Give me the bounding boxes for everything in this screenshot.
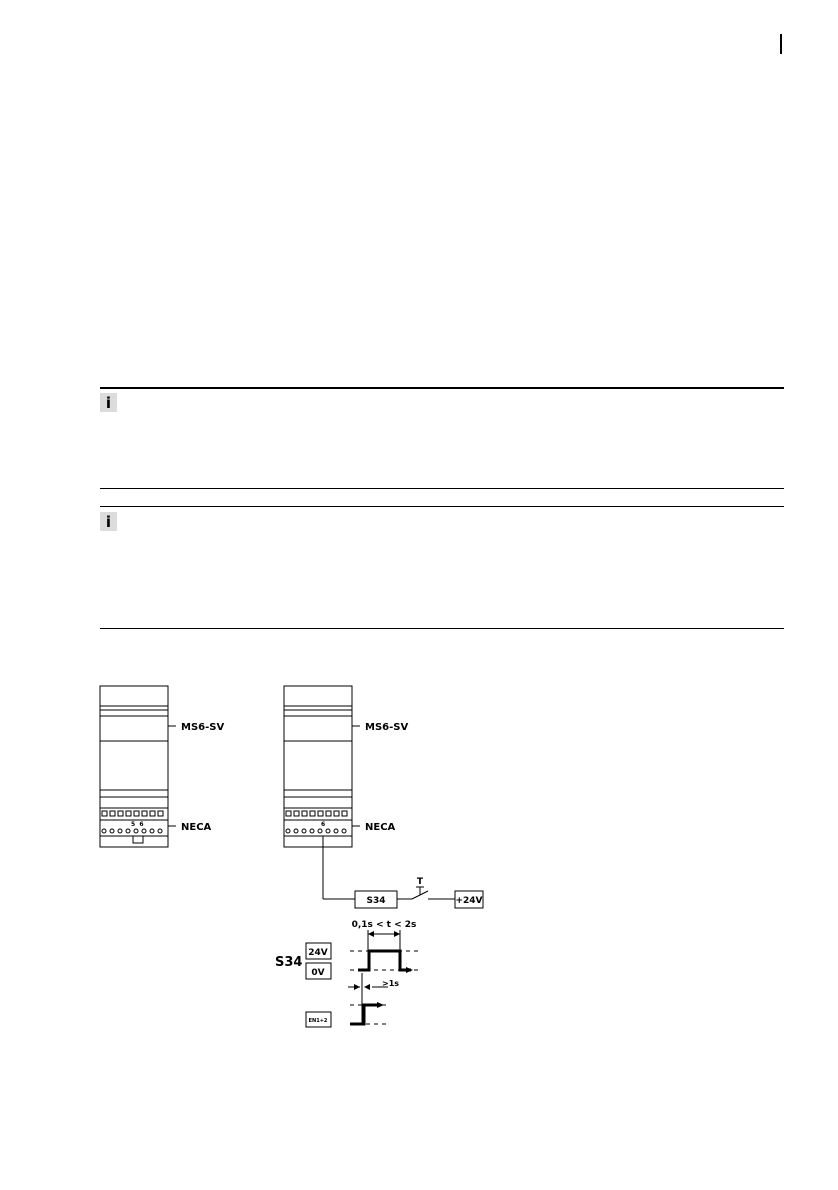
switch-label: T — [416, 877, 424, 887]
enable-signal — [350, 1005, 378, 1024]
enable-label: EN1+2 — [308, 1018, 328, 1024]
timing-signal-label: S34 — [275, 955, 303, 970]
pulse-width-label: 0,1s < t < 2s — [351, 920, 417, 930]
neca-label-right: NECA — [365, 822, 396, 833]
s34-box-label: S34 — [366, 896, 386, 906]
info-icon: i — [100, 512, 117, 531]
info-icon: i — [100, 393, 117, 412]
level-0v-label: 0V — [311, 968, 325, 978]
plus24v-label: +24V — [455, 896, 483, 906]
neca-label-left: NECA — [181, 822, 212, 833]
terminal-numbers-left: 5 6 — [131, 821, 144, 828]
terminal-number-right: 6 — [321, 821, 326, 828]
ms6sv-label-left: MS6-SV — [181, 722, 225, 733]
s34-pulse — [358, 951, 411, 970]
ms6sv-label-right: MS6-SV — [365, 722, 409, 733]
level-24v-label: 24V — [308, 948, 328, 958]
delay-label: >1s — [382, 979, 400, 988]
module-right — [284, 686, 352, 847]
